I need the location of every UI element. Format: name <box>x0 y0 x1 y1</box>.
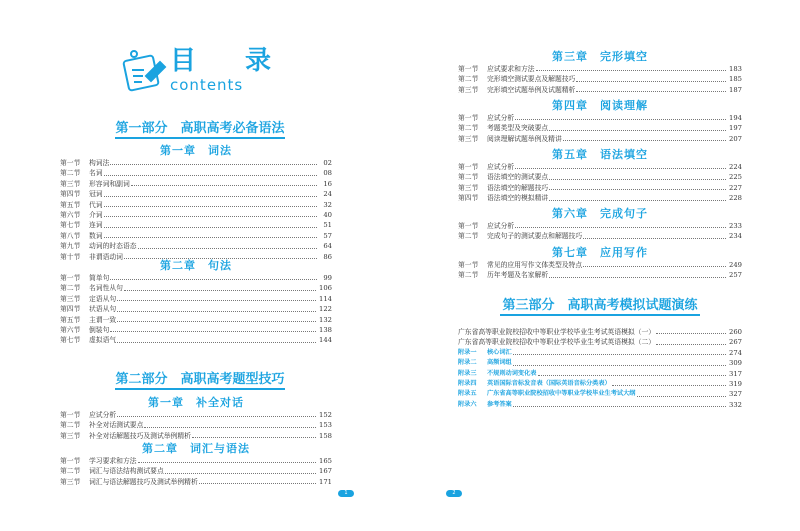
toc-entry[interactable] <box>60 410 332 420</box>
section-label: 第三节 <box>458 85 479 94</box>
toc-entry[interactable] <box>458 337 742 347</box>
section-label: 第一节 <box>60 159 81 167</box>
page-number: 51 <box>323 221 332 230</box>
page-number: 152 <box>319 411 332 419</box>
chapter-heading: 第一章 补全对话 <box>148 396 244 409</box>
page-number: 158 <box>319 431 332 440</box>
page-number: 144 <box>319 336 332 345</box>
page-number: 327 <box>729 390 742 399</box>
leader-dots <box>513 400 726 407</box>
chapter-block <box>458 147 742 204</box>
toc-entry[interactable] <box>458 327 742 337</box>
toc-entry[interactable] <box>60 273 332 283</box>
leader-dots <box>104 189 317 196</box>
toc-entry[interactable] <box>458 193 742 203</box>
leader-dots <box>576 74 726 81</box>
leader-dots <box>515 221 726 228</box>
section-title: 应试分析 <box>89 411 117 419</box>
section-title: 完形填空测试要点及解题技巧 <box>487 75 576 84</box>
section-title: 核心词汇 <box>487 348 512 356</box>
page-number: 106 <box>319 284 332 293</box>
page-number: 08 <box>323 169 332 178</box>
leader-dots <box>104 231 317 238</box>
section-label: 第二节 <box>60 169 81 178</box>
section-label: 第二节 <box>60 284 81 293</box>
section-label: 附录三 <box>458 369 477 377</box>
leader-dots <box>515 162 726 169</box>
section-label: 附录一 <box>458 348 477 356</box>
section-label: 第三节 <box>60 179 81 188</box>
section-label: 附录五 <box>458 390 477 398</box>
section-label: 第三节 <box>60 477 81 486</box>
section-title: 构词法 <box>89 159 110 167</box>
section-label: 第九节 <box>60 242 81 251</box>
leader-dots <box>612 379 726 386</box>
page-number: 40 <box>323 210 332 219</box>
section-label: 第五节 <box>60 200 81 209</box>
toc-entry[interactable] <box>458 358 742 368</box>
section-title: 定语从句 <box>89 294 117 303</box>
toc-entry[interactable] <box>60 335 332 345</box>
page-number: 274 <box>729 348 742 357</box>
page-number: 319 <box>729 379 742 388</box>
toc-entry[interactable] <box>60 220 332 230</box>
page-number: 57 <box>323 231 332 240</box>
section-label: 第四节 <box>458 194 479 203</box>
leader-dots <box>199 477 316 484</box>
section-title: 阅读理解试题举例及精讲 <box>487 134 562 143</box>
toc-entry[interactable] <box>458 162 742 172</box>
section-label: 第二节 <box>458 173 479 182</box>
section-title: 不规则动词变化表 <box>487 369 537 377</box>
section-label: 第一节 <box>458 114 479 122</box>
section-title: 广东省高等职业院校招收中等职业学校毕业生考试大纲 <box>487 390 636 398</box>
leader-dots <box>515 113 726 120</box>
section-title: 英语国际音标发音表（国际英语音标分类表） <box>487 379 611 387</box>
page-number-right: 2 <box>446 490 462 497</box>
page-number: 233 <box>729 222 742 230</box>
section-title: 广东省高等职业院校招收中等职业学校毕业生考试英语模拟（一） <box>458 328 656 336</box>
leader-dots <box>536 64 726 71</box>
leader-dots <box>576 85 726 92</box>
section-label: 第六节 <box>60 325 81 334</box>
section-title: 考题类型及突破要点 <box>487 124 549 133</box>
page-number: 224 <box>729 163 742 171</box>
chapter-block <box>60 395 332 441</box>
section-title: 介词 <box>89 210 103 219</box>
section-title: 参考答案 <box>487 400 512 408</box>
toc-entry[interactable] <box>458 231 742 241</box>
part-3-heading: 第三部分 高职高考模拟试题演练 <box>500 294 700 316</box>
section-label: 第三节 <box>60 431 81 440</box>
toc-entry[interactable] <box>458 74 742 84</box>
toc-entry[interactable] <box>60 304 332 314</box>
leader-dots <box>138 241 317 248</box>
toc-entry[interactable] <box>60 456 332 466</box>
toc-entry[interactable] <box>60 431 332 441</box>
leader-dots <box>117 315 316 322</box>
part-2-heading: 第二部分 高职高考题型技巧 <box>115 368 285 390</box>
page-number: 228 <box>729 194 742 203</box>
toc-subtitle: contents <box>170 76 244 94</box>
chapter-block <box>458 49 742 95</box>
leader-dots <box>104 210 317 217</box>
leader-dots <box>538 369 727 376</box>
page-number: 317 <box>729 369 742 378</box>
toc-entry[interactable] <box>458 348 742 358</box>
toc-entry[interactable] <box>60 189 332 199</box>
chapter-heading: 第七章 应用写作 <box>552 246 648 259</box>
section-title: 连词 <box>89 221 103 230</box>
toc-entry[interactable] <box>60 241 332 251</box>
page-number: 153 <box>319 421 332 430</box>
leader-dots <box>165 466 316 473</box>
section-title: 补全对话测试要点 <box>89 421 144 430</box>
page-number: 187 <box>729 85 742 94</box>
leader-dots <box>656 337 726 344</box>
section-label: 第一节 <box>458 65 479 73</box>
section-title: 学习要求和方法 <box>89 457 137 465</box>
section-label: 第三节 <box>60 294 81 303</box>
section-label: 第一节 <box>458 163 479 171</box>
section-label: 第五节 <box>60 315 81 324</box>
section-label: 附录二 <box>458 359 477 367</box>
toc-entry[interactable] <box>60 283 332 293</box>
section-title: 倒装句 <box>89 325 110 334</box>
chapter-block <box>458 206 742 242</box>
leader-dots <box>144 420 316 427</box>
section-title: 非谓语动词 <box>89 252 123 261</box>
page-number-left: 1 <box>338 490 354 497</box>
toc-entry[interactable] <box>458 389 742 399</box>
section-label: 第三节 <box>458 134 479 143</box>
section-title: 动词的时态语态 <box>89 242 137 251</box>
page-number: 132 <box>319 315 332 324</box>
section-label: 第四节 <box>60 190 81 199</box>
leader-dots <box>583 231 726 238</box>
toc-entry[interactable] <box>60 179 332 189</box>
toc-entry[interactable] <box>458 270 742 280</box>
section-title: 数词 <box>89 231 103 240</box>
leader-dots <box>637 389 727 396</box>
section-title: 名词性从句 <box>89 284 123 293</box>
chapter-heading: 第六章 完成句子 <box>552 207 648 220</box>
leader-dots <box>192 431 316 438</box>
leader-dots <box>110 273 317 280</box>
appendix-list <box>458 327 742 410</box>
section-title: 语法填空的解题技巧 <box>487 183 549 192</box>
section-label: 第二节 <box>458 271 479 280</box>
section-label: 第一节 <box>60 457 81 465</box>
toc-entry[interactable] <box>60 158 332 168</box>
leader-dots <box>549 270 726 277</box>
toc-entry[interactable] <box>458 134 742 144</box>
leader-dots <box>549 172 726 179</box>
page-number: 194 <box>729 114 742 122</box>
leader-dots <box>124 283 316 290</box>
page-number: 267 <box>729 338 742 347</box>
toc-entry[interactable] <box>60 294 332 304</box>
page-number: 249 <box>729 261 742 269</box>
page-number: 183 <box>729 65 742 73</box>
leader-dots <box>117 304 316 311</box>
toc-entry[interactable] <box>458 379 742 389</box>
section-label: 第一节 <box>60 411 81 419</box>
section-title: 应试分析 <box>487 222 515 230</box>
section-title: 完形填空试题举例及试题精析 <box>487 85 576 94</box>
page-number: 86 <box>323 252 332 261</box>
page-number: 138 <box>319 325 332 334</box>
toc-entry[interactable] <box>60 231 332 241</box>
toc-entry[interactable] <box>458 221 742 231</box>
section-label: 第一节 <box>458 261 479 269</box>
leader-dots <box>656 327 726 334</box>
section-title: 代词 <box>89 200 103 209</box>
section-label: 附录六 <box>458 400 477 408</box>
page-number: 225 <box>729 173 742 182</box>
chapter-heading: 第五章 语法填空 <box>552 148 648 161</box>
page-number: 207 <box>729 134 742 143</box>
section-title: 词汇与语法结构测试要点 <box>89 467 164 476</box>
toc-entry[interactable] <box>60 325 332 335</box>
leader-dots <box>549 183 726 190</box>
section-title: 词汇与语法解题技巧及测试举例精析 <box>89 477 198 486</box>
section-label: 第四节 <box>60 305 81 314</box>
toc-entry[interactable] <box>60 210 332 220</box>
section-title: 高频词组 <box>487 359 512 367</box>
leader-dots <box>117 294 316 301</box>
toc-title: 目 录 <box>170 46 292 76</box>
section-label: 第一节 <box>60 274 81 282</box>
chapter-heading: 第二章 词汇与语法 <box>142 442 250 455</box>
chapter-block <box>60 143 332 262</box>
page-number: 171 <box>319 477 332 486</box>
chapter-heading: 第一章 词法 <box>160 144 232 157</box>
section-label: 第二节 <box>458 232 479 241</box>
page-number: 167 <box>319 467 332 476</box>
section-label: 第一节 <box>458 222 479 230</box>
section-title: 冠词 <box>89 190 103 199</box>
page-number: 197 <box>729 124 742 133</box>
section-title: 常见的应用写作文体类型及特点 <box>487 261 583 269</box>
chapter-heading: 第二章 句法 <box>160 259 232 272</box>
toc-entry[interactable] <box>458 85 742 95</box>
toc-entry[interactable] <box>60 315 332 325</box>
leader-dots <box>117 410 316 417</box>
page-number: 24 <box>323 190 332 199</box>
leader-dots <box>513 348 726 355</box>
page-number: 99 <box>323 274 332 282</box>
toc-entry[interactable] <box>458 369 742 379</box>
toc-entry[interactable] <box>60 168 332 178</box>
page-number: 02 <box>323 159 332 167</box>
section-title: 主谓一致 <box>89 315 117 324</box>
toc-entry[interactable] <box>60 466 332 476</box>
leader-dots <box>513 358 726 365</box>
toc-entry[interactable] <box>458 400 742 410</box>
leader-dots <box>131 179 317 186</box>
leader-dots <box>117 335 316 342</box>
toc-entry[interactable] <box>60 477 332 487</box>
clipboard-pencil-icon <box>122 48 168 94</box>
section-title: 状语从句 <box>89 305 117 314</box>
chapter-block <box>60 258 332 346</box>
section-label: 第七节 <box>60 221 81 230</box>
leader-dots <box>110 325 316 332</box>
section-label: 附录四 <box>458 379 477 387</box>
toc-entry[interactable] <box>458 172 742 182</box>
page-number: 260 <box>729 328 742 336</box>
chapter-block <box>60 441 332 487</box>
chapter-heading: 第四章 阅读理解 <box>552 99 648 112</box>
section-title: 应试要求和方法 <box>487 65 535 73</box>
toc-entry[interactable] <box>60 420 332 430</box>
section-label: 第八节 <box>60 231 81 240</box>
chapter-heading: 第三章 完形填空 <box>552 50 648 63</box>
section-title: 简单句 <box>89 274 110 282</box>
section-label: 第二节 <box>458 124 479 133</box>
section-title: 虚拟语气 <box>89 336 117 345</box>
section-title: 完成句子的测试要点和解题技巧 <box>487 232 583 241</box>
section-title: 语法填空的测试要点 <box>487 173 549 182</box>
leader-dots <box>104 200 317 207</box>
leader-dots <box>104 168 317 175</box>
section-label: 第三节 <box>458 183 479 192</box>
page-number: 122 <box>319 305 332 314</box>
page-number: 114 <box>319 294 332 303</box>
page-number: 165 <box>319 457 332 465</box>
leader-dots <box>110 158 317 165</box>
section-title: 名词 <box>89 169 103 178</box>
page-number: 332 <box>729 400 742 409</box>
section-label: 第七节 <box>60 336 81 345</box>
section-title: 补全对话解题技巧及测试举例精析 <box>89 431 191 440</box>
page-number: 16 <box>323 179 332 188</box>
section-label: 第二节 <box>60 421 81 430</box>
section-title: 应试分析 <box>487 163 515 171</box>
chapter-block <box>458 245 742 281</box>
toc-entry[interactable] <box>458 64 742 74</box>
page-number: 257 <box>729 271 742 280</box>
page-number: 185 <box>729 75 742 84</box>
leader-dots <box>583 260 726 267</box>
section-title: 广东省高等职业院校招收中等职业学校毕业生考试英语模拟（二） <box>458 338 656 347</box>
section-label: 第二节 <box>458 75 479 84</box>
leader-dots <box>104 220 317 227</box>
page-number: 227 <box>729 183 742 192</box>
page-number: 234 <box>729 232 742 241</box>
toc-entry[interactable] <box>60 200 332 210</box>
section-label: 第六节 <box>60 210 81 219</box>
leader-dots <box>138 456 316 463</box>
section-label: 第十节 <box>60 252 81 261</box>
section-title: 历年考题及名家解析 <box>487 271 549 280</box>
chapter-block <box>458 98 742 144</box>
page-number: 309 <box>729 359 742 368</box>
toc-entry[interactable] <box>458 113 742 123</box>
page-number: 64 <box>323 242 332 251</box>
page-number: 32 <box>323 200 332 209</box>
toc-entry[interactable] <box>458 123 742 133</box>
toc-entry[interactable] <box>458 260 742 270</box>
leader-dots <box>549 123 726 130</box>
leader-dots <box>563 134 726 141</box>
section-title: 应试分析 <box>487 114 515 122</box>
leader-dots <box>549 193 726 200</box>
toc-entry[interactable] <box>458 183 742 193</box>
part-1-heading: 第一部分 高职高考必备语法 <box>115 117 285 139</box>
section-label: 第二节 <box>60 467 81 476</box>
section-title: 形容词和副词 <box>89 179 130 188</box>
section-title: 语法填空的模拟精讲 <box>487 194 549 203</box>
